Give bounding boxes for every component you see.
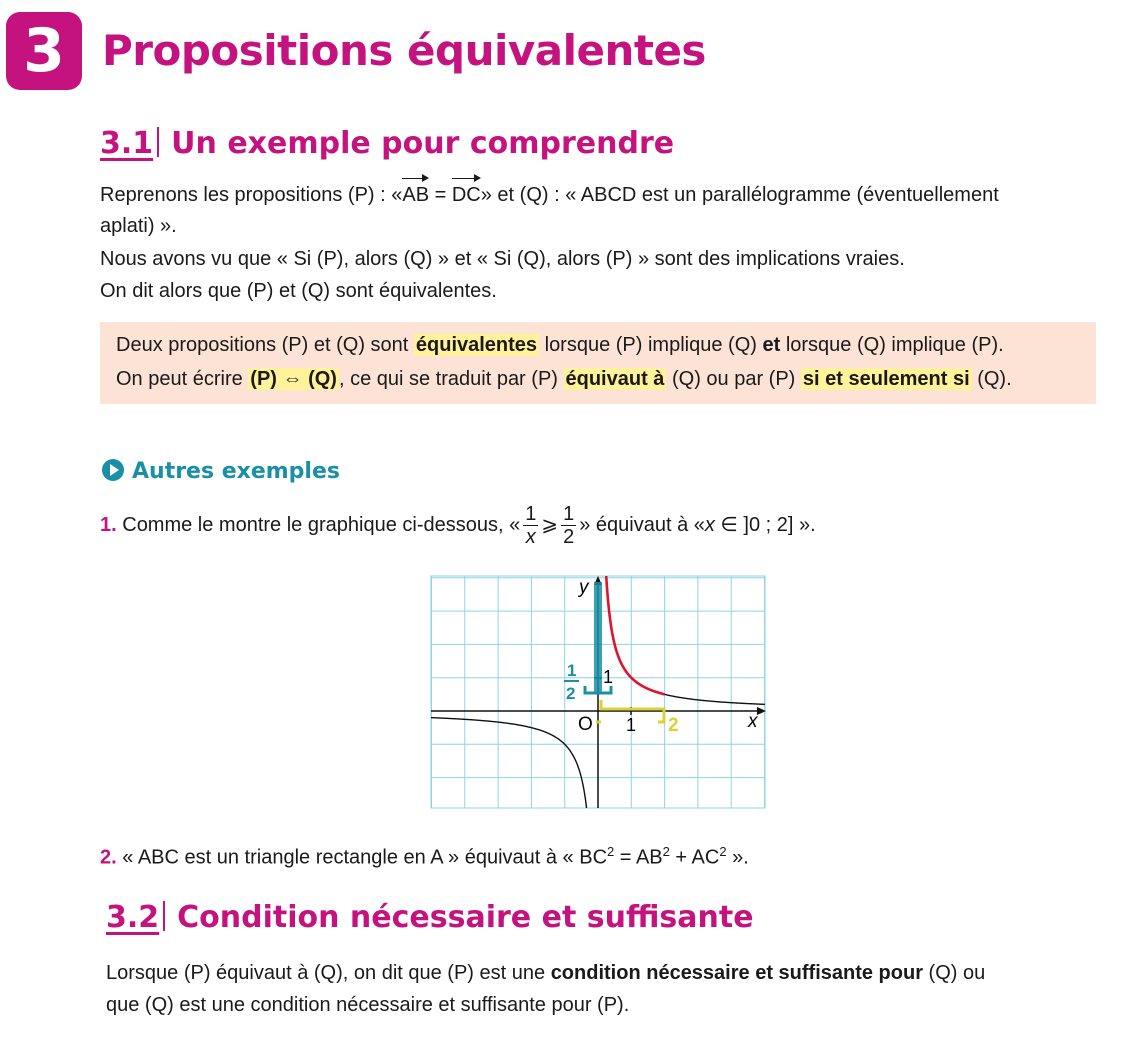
bold-et: et [762,334,781,356]
paragraph-line: On dit alors que (P) et (Q) sont équivalentes. [100,280,497,302]
label-origin: O [578,714,593,735]
example-2 [100,836,749,874]
bold-term: condition nécessaire et suffisante pour [550,962,923,984]
highlight-equivalentes: équivalentes [415,334,538,356]
text: + AC [669,846,720,869]
text: « ABC est un triangle rectangle en A » équivaut à « BC [116,846,608,869]
highlight-equivaut: équivaut à [565,368,665,390]
section-number-badge: 3 [6,12,82,90]
text: (Q). [971,368,1012,390]
exponent: 2 [607,844,615,859]
subsection-number: 3.2 [106,900,160,935]
text: (Q) ou par (P) [666,368,801,390]
text: Reprenons les propositions (P) : « [100,184,403,206]
exponent: 2 [719,844,727,859]
text: ». [726,846,749,869]
paragraph-line: que (Q) est une condition nécessaire et suffisante pour (P). [106,994,630,1016]
numerator: 1 [525,503,537,526]
subsection-number: 3.1 [100,126,154,161]
highlight-si-et-seulement-si: si et seulement si [802,368,970,390]
text: (Q) ou [923,962,986,984]
subsection-heading-3-2 [106,900,754,935]
highlight-equivalence-symbol: (P) ⇔ (Q) [250,368,337,390]
text: On peut écrire [116,368,249,390]
text: Lorsque (P) équivaut à (Q), on dit que (P) est une [106,962,551,984]
text: » et (Q) : « ABCD est un parallélogramme (éventuellement [480,184,999,206]
equals-sign: = [429,184,452,206]
heading-divider [163,901,165,931]
text: , ce qui se traduit par (P) [338,368,564,390]
denominator: 2 [563,526,575,549]
y-interval-band [594,582,602,693]
text: ∈ ]0 ; 2] ». [714,514,816,536]
example-number: 2. [100,846,117,869]
subsection-title: Un exemple pour comprendre [171,126,675,161]
subsection-title: Condition nécessaire et suffisante [177,900,754,935]
text: » équivaut à « [579,514,705,536]
geq-sign: ⩾ [541,514,559,536]
paragraph-line: Nous avons vu que « Si (P), alors (Q) » et « Si (Q), alors (P) » sont des implications vraies. [100,248,905,270]
denominator: x [525,526,536,549]
text: Comme le montre le graphique ci-dessous, « [116,514,521,536]
text: lorsque (Q) implique (P). [780,334,1004,356]
text: Deux propositions (P) et (Q) sont [116,334,414,356]
examples-title: Autres exemples [132,459,340,484]
exponent: 2 [662,844,670,859]
label-half-numerator: 1 [567,661,577,680]
paragraph-line: aplati) ». [100,215,177,237]
example-number: 1. [100,514,117,536]
label-x: x [748,711,758,732]
label-x-1: 1 [626,715,637,735]
label-x-2: 2 [668,715,679,736]
numerator: 1 [563,503,575,526]
vector-ab: AB [402,180,429,211]
text: = AB [614,846,663,869]
paragraph-line [106,958,985,989]
variable-x: x [704,514,715,536]
vector-dc: DC [452,180,481,211]
section-title: Propositions équivalentes [102,26,706,75]
label-y: y [579,577,589,598]
label-y-1: 1 [603,667,614,687]
text: lorsque (P) implique (Q) [539,334,763,356]
label-half-denominator: 2 [566,684,576,703]
